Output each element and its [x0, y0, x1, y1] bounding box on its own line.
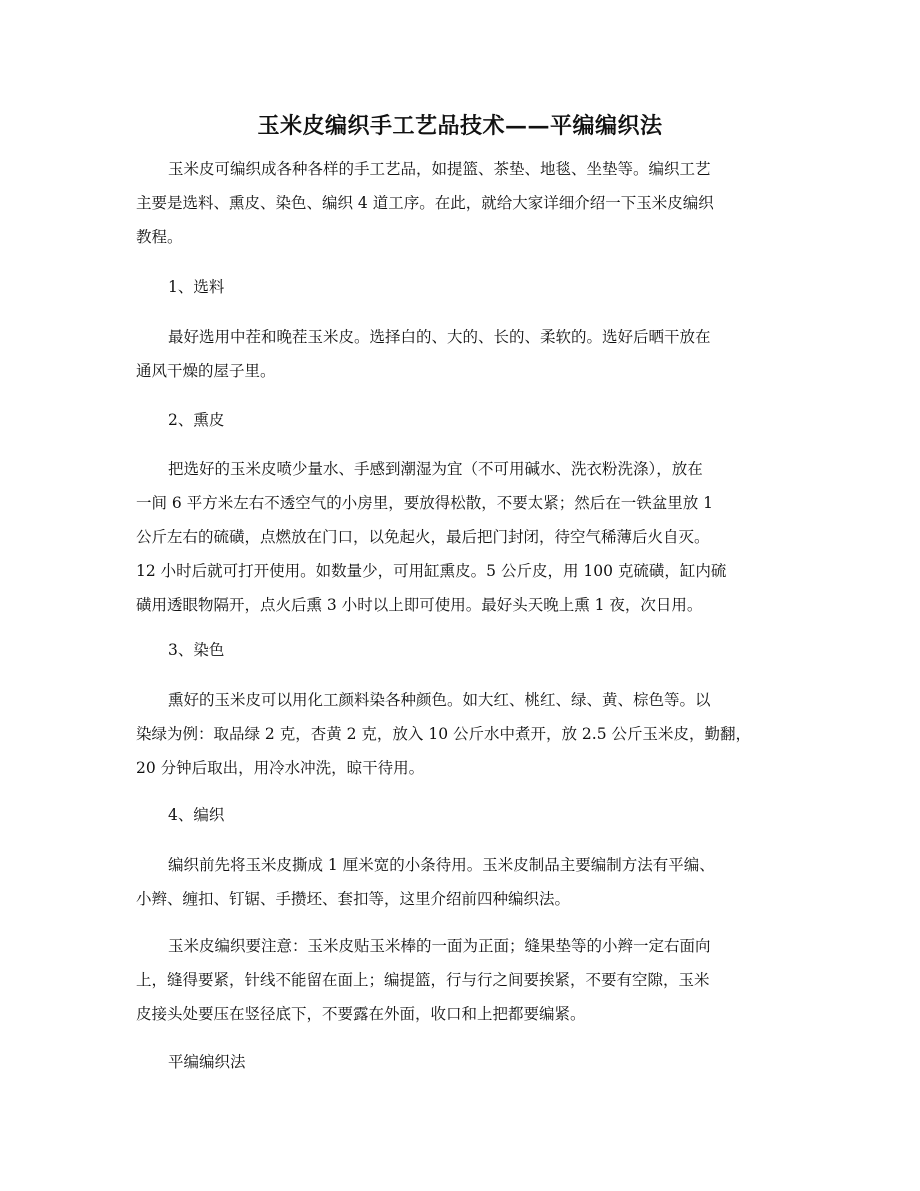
paragraph-line: 玉米皮可编织成各种各样的手工艺品，如提篮、茶垫、地毯、坐垫等。编织工艺 [168, 160, 711, 178]
section-body-1 [136, 320, 792, 388]
document-title: 玉米皮编织手工艺品技术——平编编织法 [257, 113, 663, 139]
section-heading-4 [136, 798, 792, 832]
section-body-3 [136, 683, 792, 785]
section-body-4 [136, 848, 792, 916]
paragraph-line: 教程。 [136, 228, 183, 246]
paragraph-line: 染绿为例：取品绿 2 克，杏黄 2 克，放入 10 公斤水中煮开，放 2.5 公斤玉米皮，勤翻， [136, 725, 752, 743]
section-heading: 2、熏皮 [168, 411, 225, 429]
paragraph-line: 上，缝得要紧，针线不能留在面上；编提篮，行与行之间要挨紧，不要有空隙，玉米 [136, 971, 710, 989]
section-heading-3 [136, 633, 792, 667]
paragraph-line: 通风干燥的屋子里。 [136, 362, 276, 380]
section-heading: 3、染色 [168, 641, 225, 659]
section-heading: 4、编织 [168, 806, 225, 824]
section-heading-1 [136, 270, 792, 304]
paragraph-line: 12 小时后就可打开使用。如数量少，可用缸熏皮。5 公斤皮，用 100 克硫磺，缸内硫 [136, 562, 727, 580]
paragraph-line: 熏好的玉米皮可以用化工颜料染各种颜色。如大红、桃红、绿、黄、棕色等。以 [168, 691, 711, 709]
paragraph-line: 小辫、缠扣、钉锯、手攒坯、套扣等，这里介绍前四种编织法。 [136, 890, 571, 908]
notice-paragraph [136, 929, 792, 1031]
paragraph-line: 20 分钟后取出，用冷水冲洗，晾干待用。 [136, 759, 425, 777]
paragraph-line: 把选好的玉米皮喷少量水、手感到潮湿为宜（不可用碱水、洗衣粉洗涤），放在 [168, 460, 703, 478]
paragraph-line: 玉米皮编织要注意：玉米皮贴玉米棒的一面为正面；缝果垫等的小辫一定右面向 [168, 937, 711, 955]
paragraph-line: 磺用透眼物隔开，点火后熏 3 小时以上即可使用。最好头天晚上熏 1 夜，次日用。 [136, 596, 703, 614]
paragraph-line: 皮接头处要压在竖径底下，不要露在外面，收口和上把都要编紧。 [136, 1005, 586, 1023]
section-heading: 平编编织法 [168, 1053, 246, 1071]
section-heading: 1、选料 [168, 278, 225, 296]
final-heading-block [136, 1045, 792, 1079]
section-body-2 [136, 452, 792, 622]
intro-paragraph [136, 152, 792, 254]
paragraph-line: 公斤左右的硫磺，点燃放在门口，以免起火，最后把门封闭，待空气稀薄后火自灭。 [136, 528, 710, 546]
paragraph-line: 编织前先将玉米皮撕成 1 厘米宽的小条待用。玉米皮制品主要编制方法有平编、 [168, 856, 715, 874]
paragraph-line: 一间 6 平方米左右不透空气的小房里，要放得松散，不要太紧；然后在一铁盆里放 1 [136, 494, 714, 512]
paragraph-line: 最好选用中茬和晚茬玉米皮。选择白的、大的、长的、柔软的。选好后晒干放在 [168, 328, 711, 346]
section-heading-2 [136, 403, 792, 437]
paragraph-line: 主要是选料、熏皮、染色、编织 4 道工序。在此，就给大家详细介绍一下玉米皮编织 [136, 194, 714, 212]
